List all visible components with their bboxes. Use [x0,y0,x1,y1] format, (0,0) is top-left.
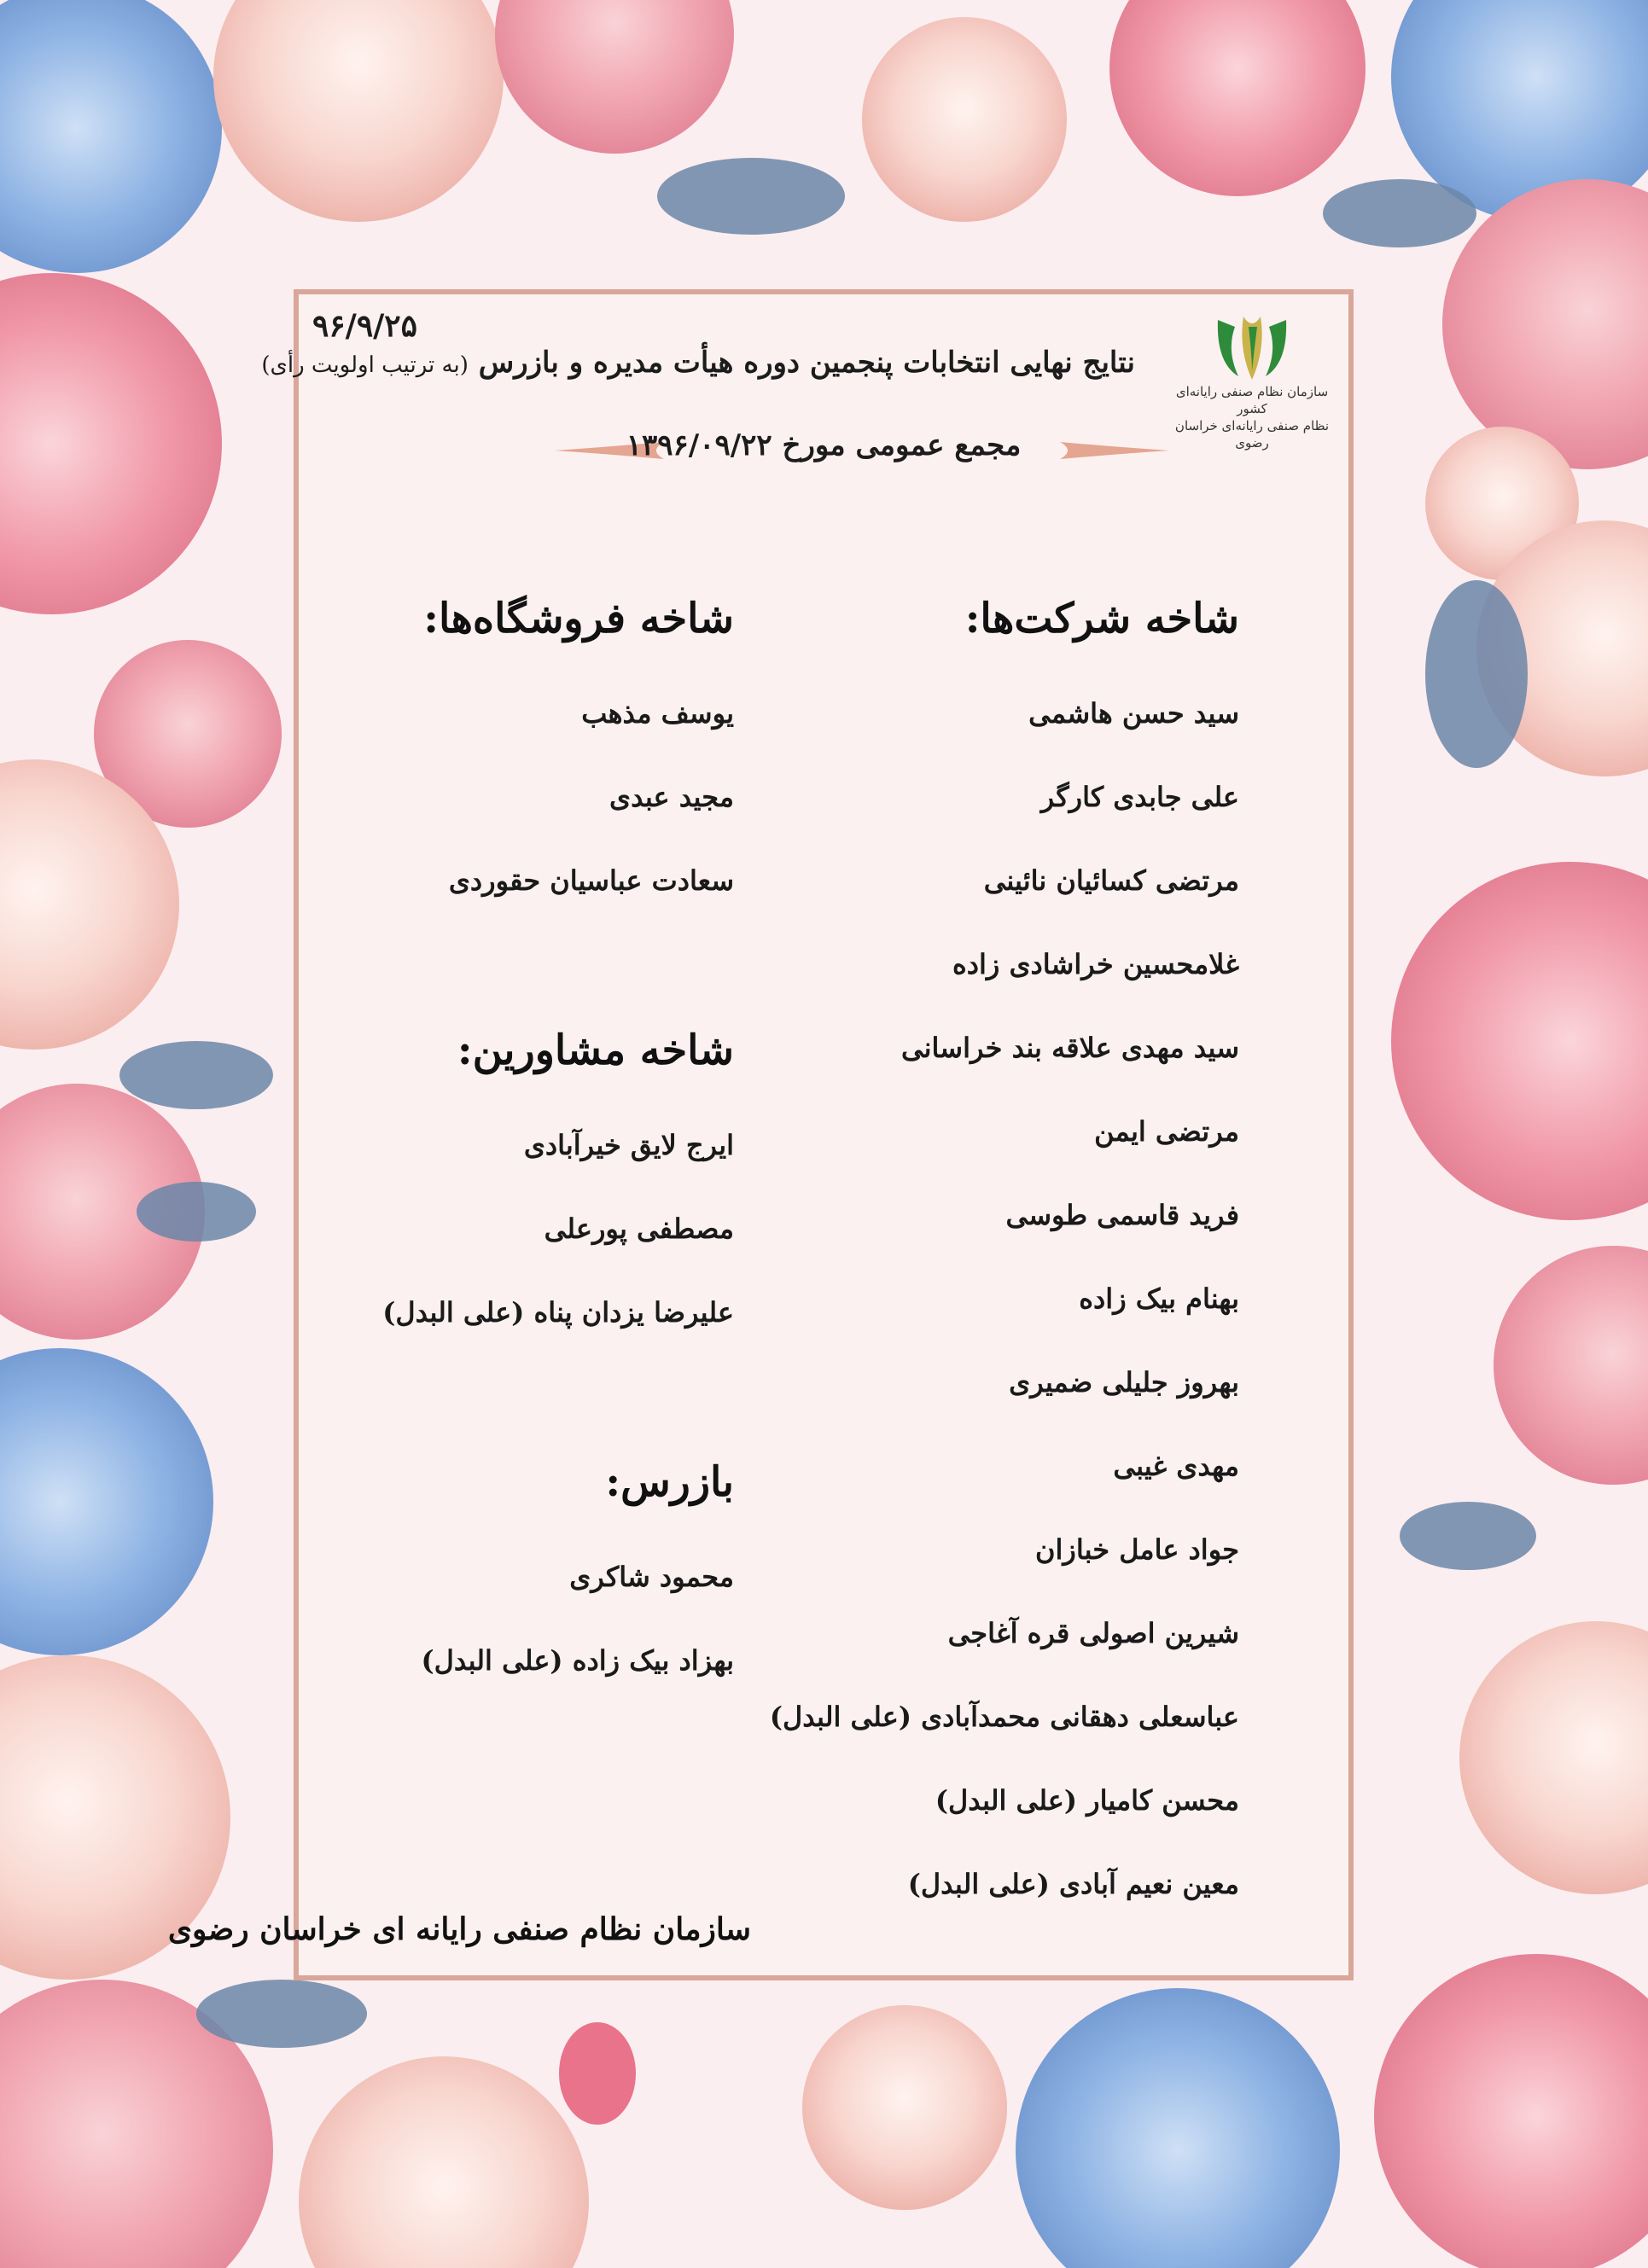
list-item: مرتضی کسائیان نائینی [983,864,1239,897]
title-note: (به ترتیب اولویت رأی) [261,352,469,378]
list-item: جواد عامل خبازان [1035,1533,1239,1566]
list-item: مجید عبدی [609,781,734,813]
assembly-line [299,428,1348,471]
list-item: غلامحسین خراشادی زاده [952,948,1239,980]
list-item: بهزاد بیک زاده (علی البدل) [421,1644,734,1677]
page-title [261,346,1135,380]
list-item: محسن کامیار (علی البدل) [935,1784,1239,1817]
footer-organization: سازمان نظام صنفی رایانه ای خراسان رضوی [167,1911,751,1947]
left-column [290,584,734,1796]
ornament-right-icon [1058,440,1169,461]
logo-line-2: نظام صنفی رایانه‌ای خراسان رضوی [1174,418,1330,451]
inspector-heading: بازرس: [605,1458,734,1506]
assembly-date: مجمع عمومی مورخ ۱۳۹۶/۰۹/۲۲ [626,428,1022,462]
list-item: مرتضی ایمن [1094,1115,1239,1148]
list-item: معین نعیم آبادی (علی البدل) [907,1868,1239,1900]
companies-heading: شاخه شرکت‌ها: [964,595,1239,643]
tulip-logo-icon [1209,311,1295,383]
list-item: یوسف مذهب [581,697,734,730]
list-item: فرید قاسمی طوسی [1005,1199,1239,1231]
list-item: ایرج لایق خیرآبادی [523,1129,734,1161]
results-card [167,289,1354,1980]
logo-line-1: سازمان نظام صنفی رایانه‌ای کشور [1175,384,1329,416]
list-item: مهدی غیبی [1113,1450,1239,1482]
list-item: محمود شاکری [569,1561,734,1593]
consultants-section [290,1016,734,1354]
title-main: نتایج نهایی انتخابات پنجمین دوره هیأت مدیره و بازرس [478,346,1135,380]
inspector-section [290,1448,734,1702]
list-item: علیرضا یزدان پناه (علی البدل) [382,1296,734,1329]
list-item: علی جابدی کارگر [1040,781,1239,813]
list-item: عباسعلی دهقانی محمدآبادی (علی البدل) [769,1701,1239,1733]
list-item: بهنام بیک زاده [1079,1282,1239,1315]
stores-section [290,584,734,922]
date: ۹۶/۹/۲۵ [312,308,417,344]
list-item: سعادت عباسیان حقوردی [448,864,734,897]
consultants-heading: شاخه مشاورین: [457,1026,734,1074]
list-item: شیرین اصولی قره آغاجی [947,1617,1239,1649]
stores-heading: شاخه فروشگاه‌ها: [423,595,734,643]
list-item: سید حسن هاشمی [1028,697,1239,730]
list-item: بهروز جلیلی ضمیری [1009,1366,1239,1399]
list-item: سید مهدی علاقه بند خراسانی [900,1032,1239,1064]
companies-section [761,584,1239,1926]
list-item: مصطفی پورعلی [544,1213,734,1245]
